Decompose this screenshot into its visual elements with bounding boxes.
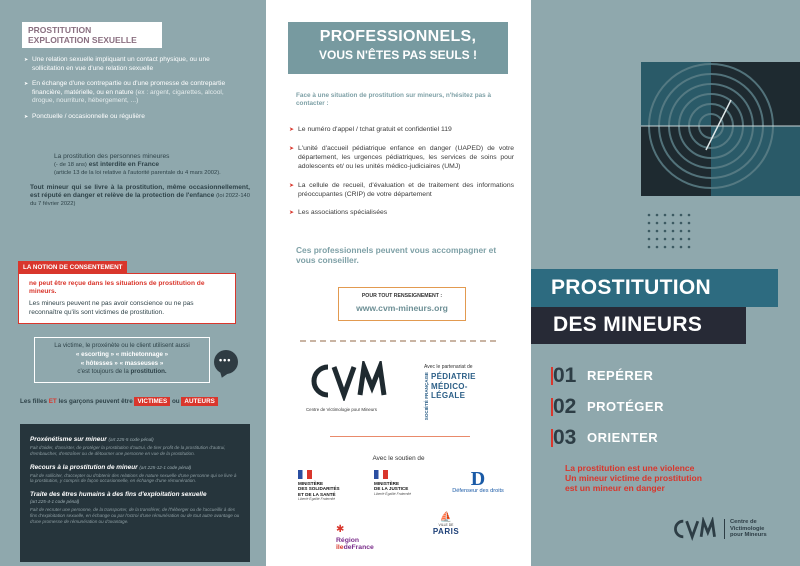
defenseur-label: Défenseur des droits [452, 488, 504, 494]
cover-title-1: PROSTITUTION [531, 269, 778, 307]
divider [330, 436, 470, 437]
star-icon: ✱ [336, 524, 345, 535]
professionals-banner [288, 22, 508, 74]
terms-list-1: « escorting » « michetonnage » [75, 350, 169, 358]
cvm-logo-icon [671, 517, 719, 541]
step-item [553, 422, 773, 453]
terms-outro: c'est toujours de la [77, 368, 129, 376]
banner-line-1: PROFESSIONNELS, [319, 28, 477, 45]
cvm-name: Centre de Victimologie pour Mineurs [724, 519, 767, 539]
decorative-artwork [531, 0, 800, 266]
law-bold: est interdite en France [88, 161, 160, 169]
partner-logo [424, 364, 514, 420]
paris-logo: ⛵ VILLE DE PARIS [426, 512, 466, 536]
offence-description: Fait de recruter une personne, de la transporter, de la transférer, de l'héberger ou de l'accueillir à des fins d'exploitation sexuelle, en échange ou par l'octroi d'une rémunération ou de tout autre avantage ou d'une promesse de rémunération ou d'avantage. [30, 507, 240, 524]
definition-item: ➤ En échange d'une contrepartie ou d'une promesse de contrepartie financière, matérielle, ou en nature (ex : argent, cigarettes, alcool, drogue, nourriture, hébergement, ...) [32, 80, 242, 106]
contact-item: ➤ Les associations spécialisées [298, 209, 514, 218]
defenseur-logo [438, 470, 518, 494]
law-line: La prostitution des personnes mineures [54, 153, 170, 160]
victims-authors-line: Les filles ET les garçons peuvent être VICTIMES ou AUTEURS [20, 398, 260, 405]
ministry-health-logo: MINISTÈRE DES SOLIDARITÉS ET DE LA SANTÉ Liberté Égalité Fraternité [298, 470, 358, 503]
step-number: 01 [553, 364, 587, 388]
law-reference: (article 13 de la loi relative à l'autorité parentale du 4 mars 2002). [54, 170, 221, 177]
divider [300, 340, 496, 342]
victims-tag: VICTIMES [134, 397, 170, 406]
banner-line-2: VOUS N'ÊTES PAS SEULS ! [319, 48, 477, 62]
and-highlight: ET [48, 398, 57, 405]
definition-item: ➤ Une relation sexuelle impliquant un contact physique, ou une sollicitation en vue d'une relation sexuelle [32, 56, 242, 73]
step-label: ORIENTER [587, 430, 659, 445]
step-item [553, 360, 773, 391]
authors-tag: AUTEURS [181, 397, 217, 406]
step-label: PROTÉGER [587, 399, 664, 414]
law2-reference: (loi 2022-140 du 7 février 2022) [30, 192, 250, 208]
steps-list [553, 360, 773, 453]
partner-label: Avec le partenariat de [424, 364, 473, 370]
region-logo: ✱ Région îledeFrance [336, 524, 374, 551]
legal-definitions-box [20, 424, 250, 562]
support-label: Avec le soutien de [372, 455, 425, 462]
slogan-line: est un mineur en danger [565, 483, 665, 493]
definition-item: ➤ Ponctuelle / occasionnelle ou régulière [32, 113, 242, 122]
offence-description: Fait de solliciter, d'accepter ou d'obtenir des relations de nature sexuelle d'une personne qui se livre à la prostitution, y compris de façon occasionnelle, en échange d'une rémunération. [30, 472, 237, 484]
law-age: (- de 18 ans) [54, 162, 87, 169]
examples-text: (ex : argent, cigarettes, alcool, drogue, nourriture, hébergement, ...) [32, 88, 224, 105]
offence-title: Proxénétisme sur mineur (art 225-5 code pénal) [30, 436, 154, 443]
ship-icon: ⛵ [439, 512, 453, 523]
cvm-logo [671, 517, 767, 541]
title-line-1: PROSTITUTION [28, 25, 92, 35]
offence-title: Traite des êtres humains à des fins d'exploitation sexuelle (art 225-4-1 code pénal) [30, 491, 207, 505]
partner-word: LÉGALE [431, 391, 466, 400]
consent-tag: LA NOTION DE CONSENTEMENT [18, 261, 127, 274]
cvm-logo [306, 361, 396, 412]
website-link[interactable]: www.cvm-mineurs.org [356, 303, 448, 313]
step-number: 02 [553, 395, 587, 419]
info-label: POUR TOUT RENSEIGNEMENT : [361, 293, 443, 299]
consent-section [18, 256, 248, 324]
section-title [22, 22, 162, 48]
middle-panel [266, 0, 531, 566]
title-line-2: EXPLOITATION SEXUELLE [28, 35, 137, 45]
slogan-line: La prostitution est une violence [565, 463, 695, 473]
info-box [338, 287, 466, 321]
consent-text: Les mineurs peuvent ne pas avoir conscience ou ne pas reconnaître qu'ils sont victimes de prostitution. [29, 300, 194, 317]
contact-intro: Face à une situation de prostitution sur mineurs, n'hésitez pas à contacter : [296, 92, 492, 108]
slogan-line: Un mineur victime de prostitution [565, 473, 703, 483]
defenseur-d-icon: D [470, 468, 486, 490]
terms-outro-bold: prostitution. [130, 368, 167, 376]
law-text [30, 153, 250, 208]
right-panel [531, 0, 800, 566]
left-panel [0, 0, 266, 566]
terms-list-2: « hôtesses » « masseuses » [80, 359, 164, 367]
contact-list [298, 126, 514, 228]
marianne-flag-icon [374, 470, 388, 479]
terms-box [34, 337, 210, 383]
step-number: 03 [553, 426, 587, 450]
protection-statement: Tout mineur qui se livre à la prostitution, même occasionnellement, est réputé en danger et relève de la protection de l'enfance [30, 183, 250, 199]
contact-item: ➤ L'unité d'accueil pédiatrique enfance en danger (UAPED) de votre département, les urgences pédiatriques, les services de soins pour adolescents et/ ou les unités médico-judiciaires (UMJ) [298, 145, 514, 172]
step-item [553, 391, 773, 422]
professionals-support: Ces professionnels peuvent vous accompagner et vous conseiller. [296, 245, 497, 265]
partner-word: PÉDIATRIE [431, 372, 476, 381]
marianne-flag-icon [298, 470, 312, 479]
step-label: REPÉRER [587, 368, 654, 383]
contact-item: ➤ La cellule de recueil, d'évaluation et de traitement des informations préoccupantes (CRIP) de votre département [298, 182, 514, 200]
partner-word: MÉDICO- [431, 381, 468, 391]
consent-box [18, 273, 236, 324]
cvm-caption: Centre de Victimologie pour Mineurs [306, 407, 377, 412]
cvm-logo-icon [306, 361, 392, 401]
ministry-justice-logo: MINISTÈRE DE LA JUSTICE Liberté Égalité Fraternité [374, 470, 434, 497]
terms-intro: La victime, le proxénète ou le client utilisent aussi [54, 342, 190, 349]
offence-title: Recours à la prostitution de mineur (art 225-12-1 code pénal) [30, 463, 192, 471]
consent-warning: ne peut être reçue dans les situations de prostitution de mineurs. [29, 280, 205, 296]
contact-item: ➤ Le numéro d'appel / tchat gratuit et confidentiel 119 [298, 126, 514, 135]
slogan [565, 463, 775, 493]
definition-list [32, 56, 242, 129]
speech-bubble-icon: ••• [214, 350, 238, 374]
offence-description: Fait d'aider, d'assister, de protéger la prostitution d'autrui, de tirer profit de la prostitution d'autrui, d'embaucher, d'entraîner ou de détourner une personne en vue de la prostitution. [30, 445, 226, 456]
cover-title-2: DES MINEURS [531, 307, 746, 344]
partner-society: SOCIÉTÉ FRANÇAISE [424, 372, 429, 421]
